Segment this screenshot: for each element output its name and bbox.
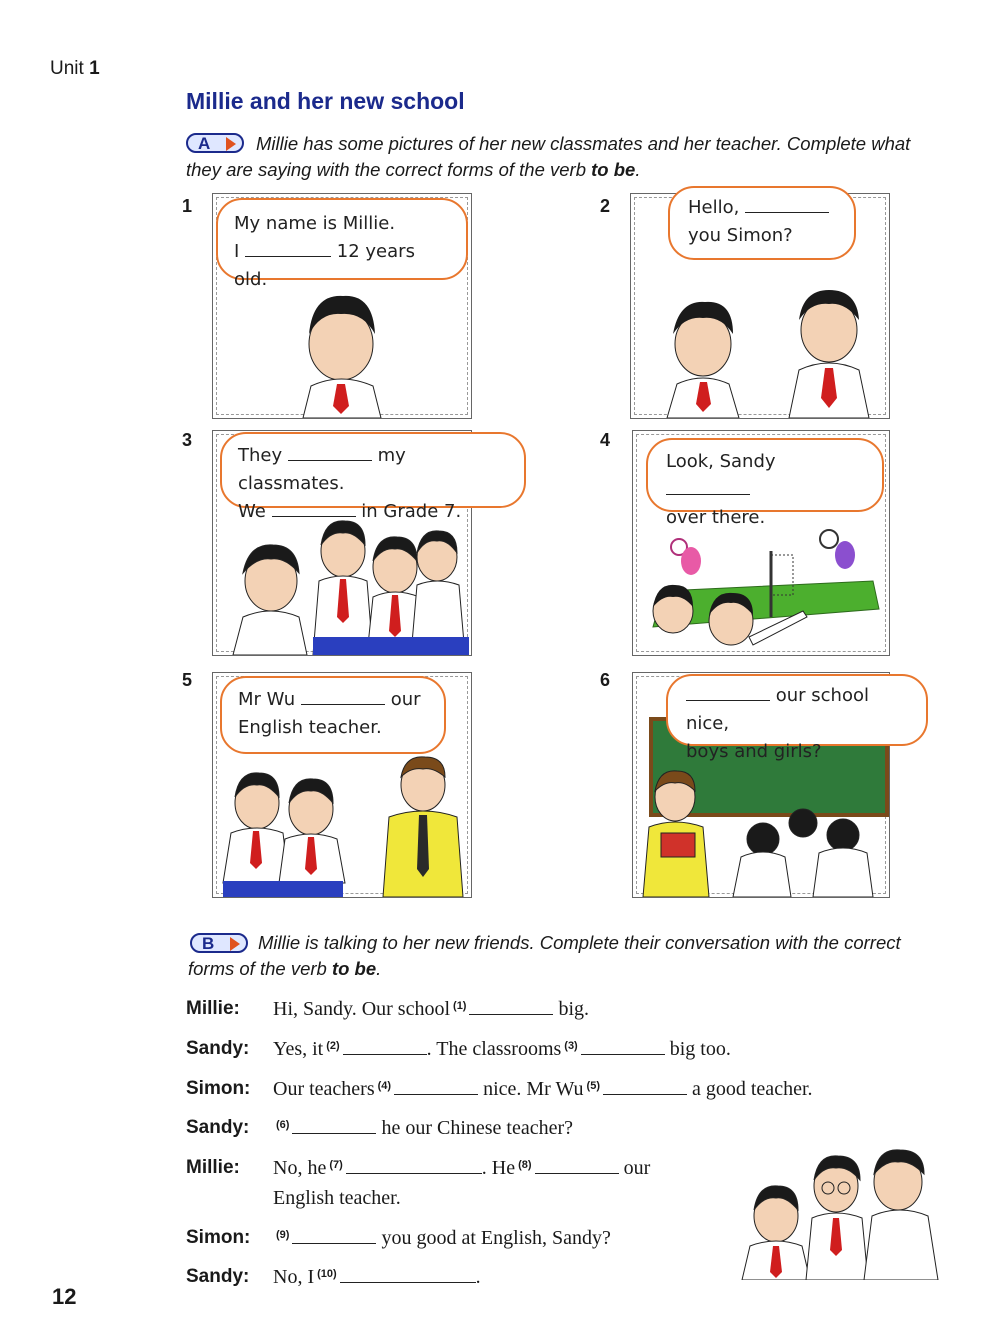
section-b-badge: B <box>190 933 248 953</box>
section-b-instruction: Millie is talking to her new friends. Complete their conversation with the correct forms of the verb to be. <box>188 932 901 979</box>
panel-3-number: 3 <box>182 430 193 450</box>
panel-5-number: 5 <box>182 670 193 690</box>
speech-bubble-4: Look, Sandy over there. <box>646 438 884 512</box>
speech-bubble-2: Hello, you Simon? <box>668 186 856 260</box>
panel-4-number: 4 <box>600 430 611 450</box>
speech-bubble-3: They my classmates. We in Grade 7. <box>220 432 526 508</box>
speech-bubble-1: My name is Millie. I 12 years old. <box>216 198 468 280</box>
section-a-badge: A <box>186 133 244 153</box>
speech-bubble-6: our school nice, boys and girls? <box>666 674 928 746</box>
unit-label: Unit 1 <box>50 58 100 79</box>
panel-1-number: 1 <box>182 196 193 216</box>
page-number: 12 <box>52 1284 77 1309</box>
speech-bubble-5: Mr Wu our English teacher. <box>220 676 446 754</box>
panel-6-number: 6 <box>600 670 611 690</box>
section-a-instruction: Millie has some pictures of her new classmates and her teacher. Complete what they are saying with the correct forms of the verb to be. <box>186 133 911 180</box>
panel-2-number: 2 <box>600 196 611 216</box>
page-title: Millie and her new school <box>186 88 465 114</box>
friends-illustration <box>728 1146 946 1280</box>
